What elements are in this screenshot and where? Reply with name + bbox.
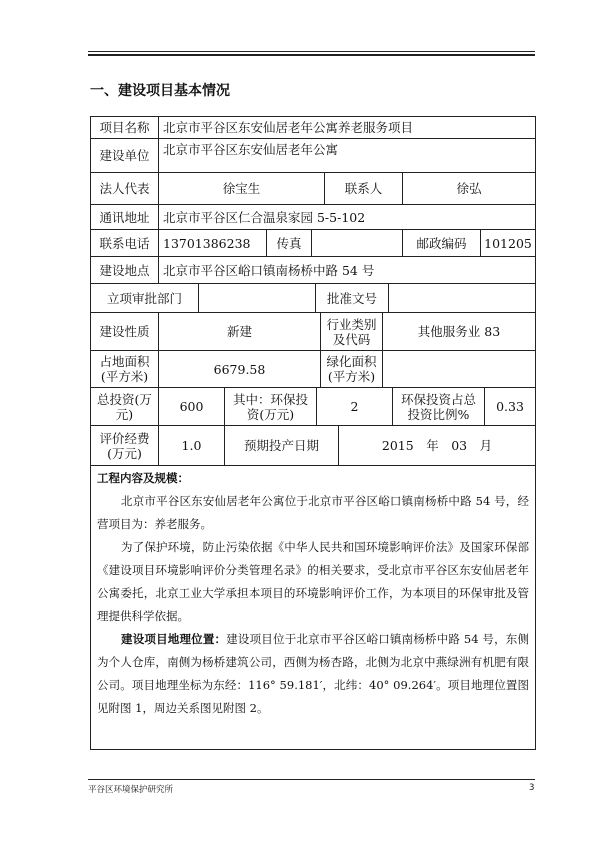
approval-no-value [389, 284, 535, 313]
approval-dept-label: 立项审批部门 [91, 284, 199, 313]
footer-org: 平谷区环境保护研究所 [88, 785, 174, 795]
header-rule-thick [88, 54, 535, 56]
content-heading: 工程内容及规模： [97, 471, 189, 485]
prod-date-label: 预期投产日期 [225, 426, 339, 466]
fax-value [312, 230, 403, 257]
green-label: 绿化面积(平方米) [321, 351, 383, 388]
ratio-value: 0.33 [485, 388, 535, 426]
project-name-label: 项目名称 [91, 117, 159, 139]
location-heading: 建设项目地理位置： [121, 632, 227, 646]
location-text: 建设项目位于北京市平谷区峪口镇南杨桥中路 54 号，东侧为个人仓库，南侧为杨桥建筑公司，西侧为杨杏路，北侧为北京中燕绿洲有机肥有限公司。项目地理坐标为东经：116° 59.181′，北纬：40° 09.264′。项目地理位置图见附图 1，周边关系图见附图 2。 [97, 632, 529, 715]
content-paragraph-1: 北京市平谷区东安仙居老年公寓位于北京市平谷区峪口镇南杨桥中路 54 号，经营项目为：养老服务。 [97, 494, 529, 531]
phone-value: 13701386238 [159, 230, 267, 257]
invest-label: 总投资(万元) [91, 388, 159, 426]
content-paragraph-3 [97, 628, 529, 720]
eval-fee-label: 评价经费(万元) [91, 426, 159, 466]
location-value: 北京市平谷区峪口镇南杨桥中路 54 号 [159, 257, 535, 284]
address-value: 北京市平谷区仁合温泉家园 5-5-102 [159, 205, 535, 230]
legal-rep-label: 法人代表 [91, 173, 159, 205]
env-invest-value: 2 [317, 388, 393, 426]
area-value: 6679.58 [159, 351, 321, 388]
area-label: 占地面积(平方米) [91, 351, 159, 388]
project-content [91, 466, 535, 720]
project-name-value: 北京市平谷区东安仙居老年公寓养老服务项目 [159, 117, 535, 139]
content-paragraph-2: 为了保护环境，防止污染依据《中华人民共和国环境影响评价法》及国家环保部《建设项目环境影响评价分类管理名录》的相关要求，受北京市平谷区东安仙居老年公寓委托，北京工业大学承担本项目的环境影响评价工作，为本项目的环保审批及管理提供科学依据。 [97, 540, 529, 623]
page-number: 3 [529, 783, 535, 793]
fax-label: 传真 [267, 230, 312, 257]
green-value [383, 351, 535, 388]
industry-label: 行业类别及代码 [321, 313, 383, 351]
phone-label: 联系电话 [91, 230, 159, 257]
location-label: 建设地点 [91, 257, 159, 284]
approval-dept-value [199, 284, 316, 313]
prod-date-value: 2015 年 03 月 [339, 426, 535, 466]
address-label: 通讯地址 [91, 205, 159, 230]
ratio-label: 环保投资占总投资比例% [393, 388, 485, 426]
project-info-table [90, 116, 536, 750]
eval-fee-value: 1.0 [159, 426, 225, 466]
contact-value: 徐弘 [403, 173, 535, 205]
footer-rule [88, 779, 535, 780]
unit-label: 建设单位 [91, 139, 159, 173]
nature-label: 建设性质 [91, 313, 159, 351]
legal-rep-value: 徐宝生 [159, 173, 325, 205]
postcode-label: 邮政编码 [403, 230, 481, 257]
unit-value: 北京市平谷区东安仙居老年公寓 [159, 139, 535, 173]
postcode-value: 101205 [481, 230, 535, 257]
header-rule [88, 51, 535, 52]
invest-value: 600 [159, 388, 225, 426]
section-title: 一、建设项目基本情况 [90, 83, 230, 99]
env-invest-label: 其中：环保投资(万元) [225, 388, 317, 426]
nature-value: 新建 [159, 313, 321, 351]
contact-label: 联系人 [325, 173, 403, 205]
industry-value: 其他服务业 83 [383, 313, 535, 351]
approval-no-label: 批准文号 [316, 284, 389, 313]
